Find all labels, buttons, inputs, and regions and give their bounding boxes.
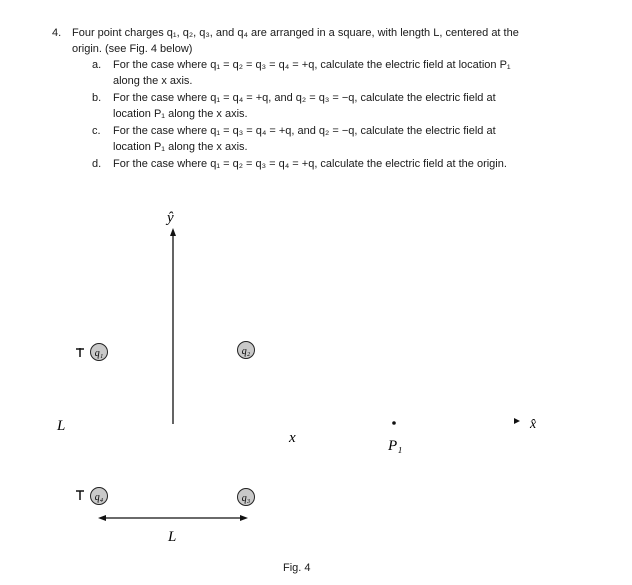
point-p1-dot	[392, 421, 396, 425]
part-label: d.	[92, 158, 102, 170]
part-line: For the case where q₁ = q₂ = q₃ = q₄ = +q, calculate the electric field at location P₁	[113, 59, 511, 71]
horizontal-dimension-arrow-right	[240, 515, 248, 521]
charge-q3	[238, 489, 255, 506]
part-label: b.	[92, 92, 102, 104]
part-label: a.	[92, 59, 102, 71]
y-axis-label: ŷ	[167, 210, 174, 226]
part-line: For the case where q₁ = q₂ = q₃ = q₄ = +q, calculate the electric field at the origin.	[113, 158, 507, 170]
stem-line-2: origin. (see Fig. 4 below)	[72, 43, 193, 55]
figure-caption: Fig. 4	[283, 562, 311, 574]
charge-q3-label: q₃	[241, 493, 251, 504]
x-label: x	[289, 430, 296, 446]
x-axis-arrowhead	[514, 418, 520, 424]
part-line: For the case where q₁ = q₄ = +q, and q₂ = q₃ = −q, calculate the electric field at	[113, 92, 496, 104]
charge-q4	[91, 488, 108, 505]
part-label: c.	[92, 125, 101, 137]
charge-q1-label: q₁	[94, 348, 104, 359]
problem-number: 4.	[52, 27, 62, 39]
part-line: along the x axis.	[113, 75, 193, 87]
charge-q1	[91, 344, 108, 361]
charge-q2-label: q₂	[241, 346, 251, 357]
charge-q2	[238, 342, 255, 359]
stem-line-1: Four point charges q₁, q₂, q₃, and q₄ are arranged in a square, with length L, centered at the	[72, 27, 519, 39]
side-length-label-horizontal: L	[168, 529, 177, 545]
charge-q4-label: q₄	[94, 492, 104, 503]
part-line: For the case where q₁ = q₃ = q₄ = +q, and q₂ = −q, calculate the electric field at	[113, 125, 496, 137]
part-line: location P₁ along the x axis.	[113, 141, 248, 153]
x-axis-label: x̂	[530, 417, 537, 432]
horizontal-dimension-arrow-left	[98, 515, 106, 521]
point-p1-label: P₁	[388, 438, 403, 454]
y-axis-arrowhead	[170, 228, 176, 236]
part-line: location P₁ along the x axis.	[113, 108, 248, 120]
side-length-label-vertical: L	[57, 418, 66, 434]
